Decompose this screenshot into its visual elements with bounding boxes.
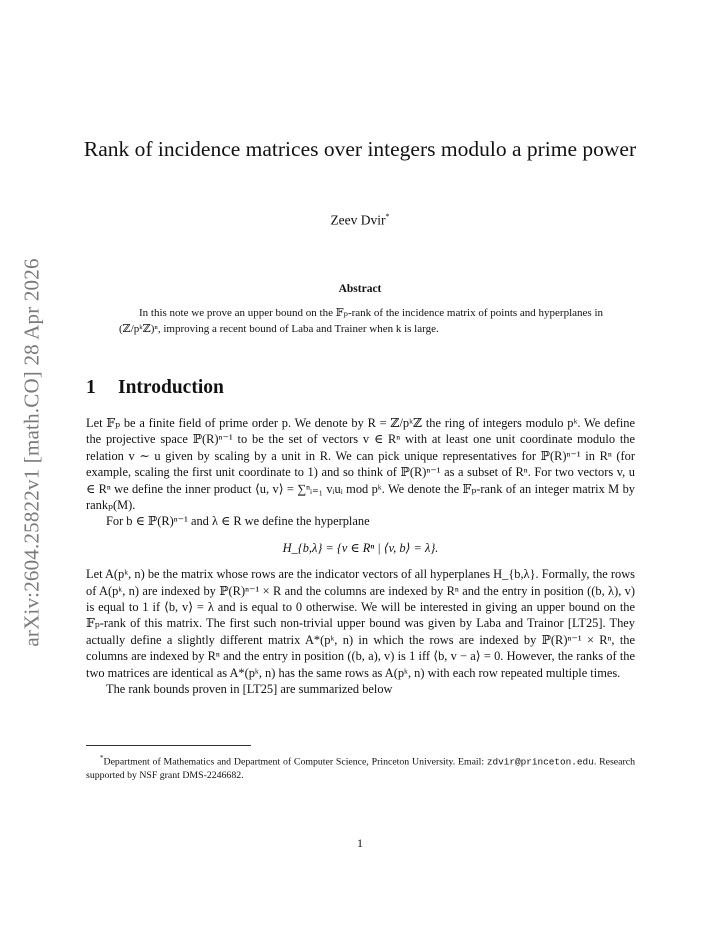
footnote-divider	[86, 745, 251, 746]
footnote-funding: . Research supported by NSF grant DMS-2246682.	[86, 756, 635, 781]
abstract-heading: Abstract	[338, 283, 382, 295]
arxiv-sidebar-stamp	[6, 246, 58, 658]
section-heading	[86, 377, 224, 399]
footnote	[86, 752, 635, 782]
paragraph-definitions: Let 𝔽ₚ be a finite field of prime order p. We denote by R = ℤ/pᵏℤ the ring of integers modulo pᵏ. We define the projective space ℙ(R)ⁿ⁻¹ to be the set of vectors v ∈ Rⁿ with at least one unit coordinate modulo the relation v ∼ u given by scaling by a unit in R. We can pick unique representatives for ℙ(R)ⁿ⁻¹ in Rⁿ (for example, scaling the first unit coordinate to 1) and so think of ℙ(R)ⁿ⁻¹ as a subset of Rⁿ. For two vectors v, u ∈ Rⁿ we define the inner product ⟨u, v⟩ = ∑ⁿᵢ₌₁ vᵢuᵢ mod pᵏ. We denote the 𝔽ₚ-rank of an integer matrix M by rankₚ(M).	[86, 416, 635, 513]
paragraph-matrix-definition: Let A(pᵏ, n) be the matrix whose rows are the indicator vectors of all hyperplanes H_{b,λ}. Formally, the rows of A(pᵏ, n) are indexed by ℙ(R)ⁿ⁻¹ × R and the columns are indexed by Rⁿ and the entry in position ((b, λ), v) is equal to 1 if ⟨b, v⟩ = λ and is equal to 0 otherwise. We will be interested in giving an upper bound on the 𝔽ₚ-rank of this matrix. The first such non-trivial upper bound was given by Laba and Trainor [LT25]. They actually define a slightly different matrix A*(pᵏ, n) in which the rows are indexed by ℙ(R)ⁿ⁻¹ × Rⁿ, the columns are indexed by Rⁿ and the entry in position ((b, a), v) is 1 iff ⟨b, v − a⟩ = 0. However, the ranks of the two matrices are identical as A*(pᵏ, n) has the same rows as A(pᵏ, n) with each row repeated multiple times.	[86, 567, 635, 680]
paper-title: Rank of incidence matrices over integers modulo a prime power	[83, 137, 637, 161]
body-text	[86, 415, 635, 698]
author-line	[0, 212, 720, 229]
paragraph-rank-bounds: The rank bounds proven in [LT25] are summarized below	[106, 682, 393, 697]
paragraph-hyperplane-intro: For b ∈ ℙ(R)ⁿ⁻¹ and λ ∈ R we define the hyperplane	[106, 514, 370, 529]
author-footnote-mark[interactable]: *	[385, 212, 390, 221]
footnote-text	[86, 752, 635, 782]
page-number: 1	[357, 836, 363, 850]
arxiv-identifier: arXiv:2604.25822v1 [math.CO] 28 Apr 2026	[19, 257, 44, 647]
hyperplane-equation: H_{b,λ} = {v ∈ Rⁿ | ⟨v, b⟩ = λ}.	[282, 540, 439, 555]
footnote-affiliation: Department of Mathematics and Department of Computer Science, Princeton University. Email:	[103, 756, 485, 768]
author-email-link[interactable]: zdvir@princeton.edu	[486, 756, 594, 768]
abstract-body	[119, 306, 603, 337]
section-title: Introduction	[118, 377, 224, 398]
footnote-mark: *	[100, 754, 104, 762]
author-name: Zeev Dvir	[330, 212, 386, 228]
abstract-text: In this note we prove an upper bound on the 𝔽ₚ-rank of the incidence matrix of points and hyperplanes in (ℤ/pᵏℤ)ⁿ, improving a recent bound of Laba and Trainer when k is large.	[119, 307, 603, 335]
section-number: 1	[86, 377, 96, 398]
